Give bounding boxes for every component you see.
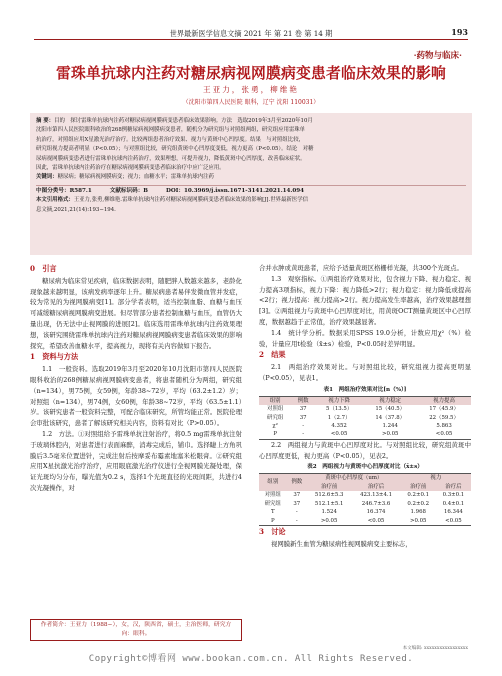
column-tag: ·药物与临床·	[413, 51, 462, 61]
table-header-cell: 组别	[259, 396, 291, 405]
table-cell: 5（13.5）	[326, 406, 353, 413]
table-row	[259, 430, 471, 439]
table-header-cell: 视力提高	[417, 396, 471, 405]
abstract-line: 目的 探讨雷珠单抗球内注药对糖尿病视网膜病变患者临床效果影响。方法 选取2019年3月至2020年10月	[54, 118, 313, 124]
table-cell: <0.05	[417, 430, 471, 439]
page-number: 193	[451, 27, 468, 37]
table-cell: χ²	[272, 422, 278, 429]
table-header-row	[259, 474, 471, 483]
authors: 王亚力，张勇，柳维艳	[203, 85, 299, 94]
table-cell: 研究组	[264, 500, 281, 507]
table-cell: 研究组	[267, 414, 284, 421]
table-cell: 16.374	[366, 509, 386, 516]
abstract-line: 研究组视力提高者明显（P<0.05）；与对照组比较，研究组黄斑中心凹厚度变低，视力更高（P<0.05）。结论 对糖	[36, 146, 314, 153]
table-cell: 37	[299, 406, 307, 413]
abstract-text	[36, 117, 466, 173]
table-cell: -	[302, 422, 305, 429]
table-header-row	[259, 396, 471, 405]
section-heading: 0 引言	[30, 264, 57, 273]
journal-title: 世界最新医学信息文摘 2021 年 第 21 卷 第 14 期	[169, 29, 333, 38]
table-cell: 1.244	[382, 422, 398, 429]
results-paragraph-1: 2.1 两组治疗效果对比。与对照组比较，研究组视力提高更明显（P<0.05），见表1。	[259, 363, 471, 382]
table2-caption: 表2 两组视力与黄斑中心凹厚度对比（x̄±s）	[307, 464, 423, 471]
table-row	[259, 422, 471, 430]
table-cell: 246.7±3.6	[361, 500, 391, 507]
abstract-box	[30, 113, 472, 255]
citation-line: 息文摘,2021,21(14):193−194.	[36, 206, 116, 213]
abstract-line: 抗治疗，对照组应用X星激光治疗治疗。比较两组患者治疗效果、视力与黄斑中心凹厚度。结果 与对照组比较，	[36, 136, 304, 143]
table-header-cell: 治疗前	[307, 483, 352, 492]
table-cell: 1.968	[410, 509, 426, 516]
table-cell: 0.2±0.1	[407, 492, 430, 499]
table-cell: 512.6±5.3	[314, 492, 344, 499]
doc-code: 文献标识码：B	[109, 187, 149, 194]
abstract-line: 因此，雷珠单抗球内注药治疗在糖尿病视网膜病变患者临床治疗中应广泛应用。	[36, 165, 225, 172]
table-row	[259, 517, 471, 526]
table1-caption: 表1 两组治疗效果对比[n（%）]	[323, 386, 407, 393]
table-cell: 22（59.5）	[429, 414, 459, 421]
table-header-cell: 治疗后	[436, 483, 471, 492]
table-header-cell: 例数	[291, 396, 315, 405]
abstract-label: 摘 要：	[36, 118, 55, 124]
doi: DOI：10.3969/j.issn.1671-3141.2021.14.094	[166, 187, 305, 194]
table-cell: 0.4±0.1	[442, 500, 465, 507]
keywords-text: 糖尿病；糖尿病视网膜病变；视力；血糖水平；雷珠单抗球内注药	[57, 174, 214, 181]
section-heading: 3 讨论	[259, 526, 286, 536]
citation	[36, 196, 466, 215]
table-cell: 1.524	[321, 509, 337, 516]
discussion-paragraph: 视网膜新生血管为糖尿病性视网膜病变主要标志，	[271, 539, 412, 548]
table1	[259, 396, 471, 440]
section-heading: 1 资料与方法	[30, 352, 79, 362]
table-cell: P	[259, 430, 291, 439]
table-cell: 17（45.9）	[429, 406, 459, 413]
citation-line: 王亚力,张勇,柳维艳.雷珠单抗球内注药对糖尿病视网膜病变患者临床效果的影响[J].世界最新医学信	[73, 197, 308, 204]
left-column	[30, 263, 242, 494]
table-cell: <0.05	[351, 517, 400, 526]
table-cell: 37	[299, 414, 307, 421]
table-header-cell: 黄斑中心凹厚度（um）	[307, 474, 401, 483]
classification-row	[36, 187, 466, 196]
table-cell: <0.05	[436, 517, 471, 526]
table-row	[259, 491, 471, 499]
table-cell: 16.344	[443, 509, 463, 516]
abstract-divider	[36, 185, 466, 186]
table-cell: 4.352	[331, 422, 347, 429]
table-row	[259, 414, 471, 422]
affiliation: （沈阳市第四人民医院 眼科，辽宁 沈阳 110031）	[182, 99, 320, 106]
abstract-line: 尿病视网膜病变患者进行雷珠单抗球内注药治疗，效果理想，可提升视力，降低黄斑中心凹厚度，改善临床症状。	[36, 155, 306, 162]
table-header-cell: 视力下降	[315, 396, 363, 405]
table-row	[259, 500, 471, 508]
table-row	[259, 508, 471, 516]
table-cell: 0.3±0.1	[442, 492, 465, 499]
table-cell: 37	[293, 492, 301, 499]
table-cell: P	[259, 517, 287, 526]
table-header-cell: 视力	[401, 474, 471, 483]
table-cell: 对照组	[267, 406, 284, 413]
table-cell: 0.2±0.2	[407, 500, 430, 507]
general-data-paragraph: 1.1 一般资料。选取2019年3月至2020年10月沈阳市第四人民医院眼科收治的268例糖尿病视网膜病变患者，将患者随机分为两组，研究组（n=134），男75例，女59例，年龄38~72岁，平均（63.2±1.2）岁；对照组（n=134），男74例，女60例，年龄38~72岁，平均（63.5±1.1）岁。该研究患者一般资料完整，可配合临床研究，所管均能正常。医院伦理会审批该研究，患者了解该研究相关内容，资料有对比（P>0.05）。	[30, 365, 242, 428]
table-cell: >0.05	[401, 517, 436, 526]
keywords-label: 关键词：	[36, 174, 58, 181]
copyright-watermark: Copyright©博看网 www.bookan.com.cn. All Rights Reserved.	[88, 654, 414, 664]
abstract-line: 沈阳市第四人民医院眼科收治的268例糖尿病视网膜病变患者，随机分为研究组与对照组两组，研究组应用雷珠单	[36, 127, 306, 134]
methods-continued: 合并水肿或黄斑患者，应给予适量黄斑区格栅样光凝，共300个光斑点。	[259, 264, 463, 272]
table-header-cell: 例数	[287, 474, 307, 492]
section-heading: 2 结果	[259, 350, 286, 360]
statistics-paragraph: 1.4 统计学分析。数据采用SPSS 19.0分析，计数应用χ²（%）检验，计量应用t检验（x̄±s）检验，P<0.05时差异明显。	[259, 328, 471, 348]
methods-paragraph: 1.2 方法。①对照组给予雷珠单抗注射治疗，将0.5 mg雷珠单抗注射于玻璃体腔内，对患者进行表面麻醉，消毒完成后，铺巾。选择睫上方角巩膜后3.5毫米位置进针，完成注射后按摩妥布霉素地塞米松眼膏。②研究组应用X星抗激光治疗治疗，应用眼底激光治疗仪进行全视网膜光凝处理，保证光斑均匀分布，曝光值为0.2 s，选择1个光斑直径的光斑间距，共进行4次光凝操作，对	[30, 429, 242, 492]
table-cell: -	[295, 509, 298, 516]
table-cell: 1（2.7）	[327, 414, 351, 421]
table-header-cell: 治疗后	[351, 483, 400, 492]
table-cell: 5.863	[436, 422, 452, 429]
table-cell: -	[291, 430, 315, 439]
table2	[259, 473, 471, 526]
table-cell: >0.05	[307, 517, 352, 526]
table-cell: 423.13±4.1	[360, 492, 393, 499]
table-cell: T	[271, 509, 275, 516]
table-cell: >0.05	[363, 430, 417, 439]
running-head	[34, 28, 468, 40]
results-paragraph-2: 2.2 两组视力与黄斑中心凹厚度对比。与对照组比较，研究组黄斑中心凹厚度更低，视力更高（P<0.05），见表2。	[259, 440, 471, 460]
intro-paragraph: 糖尿病为临床常见疾病，临床数据表明，随肥胖人数越来越多，老龄化现象越来越明显，该病发病率逐年上升。糖尿病患者易伴发微血管并发症，较为常见的为视网膜病变[1]。部分学者表明，适当控制血脂、血糖与血压可减缓糖尿病视网膜病变进展。但尽管部分患者控制血糖与血压，血管仍大量出现，仍无法中止视网膜的进展[2]。临床选用雷珠单抗球内注药效果理想，该研究围绕雷珠单抗球内注药对糖尿病视网膜病变患者临床效果的影响探究，希望改善血糖水平，提高视力，现将有关内容做如下报告。	[30, 276, 242, 350]
table-cell: 37	[293, 500, 301, 507]
table-cell: 对照组	[264, 492, 281, 499]
table-cell: -	[287, 517, 307, 526]
table-row	[259, 405, 471, 413]
table-cell: 14（37.8）	[375, 414, 406, 421]
table-cell: 15（40.5）	[375, 406, 406, 413]
citation-label: 本文引用格式：	[36, 197, 74, 204]
author-note: 作者简介：王亚力（1988−），女，汉，陕西省，硕士，主治医师，研究方向：眼科。	[30, 619, 242, 641]
indicators-paragraph: 1.3 观察指标。①两组治疗效果对比，包含视力下降、视力稳定、视力提高3项指标，视力下降：视力降低>2行；视力稳定：视力降低或提高<2行；视力提高：视力提高>2行。视力提高发生率越高，治疗效果越理想[3]。②两组视力与黄斑中心凹厚度对比，用黄斑OCT测量黄斑区中心凹厚度，数据越趋于正常值，治疗效果越显著。	[259, 274, 471, 326]
clc-code: 中图分类号：R587.1	[36, 187, 92, 194]
table-header-cell: 组别	[259, 474, 287, 492]
table-cell: 512.1±5.1	[314, 500, 344, 507]
keywords	[36, 173, 466, 182]
table-header-cell: 视力稳定	[363, 396, 417, 405]
right-column	[259, 263, 471, 550]
table-header-cell: 治疗前	[401, 483, 436, 492]
article-title: 雷珠单抗球内注药对糖尿病视网膜病变患者临床效果的影响	[56, 65, 446, 82]
table-cell: <0.05	[315, 430, 363, 439]
editor-signature: 本文编辑: xxxxxxxxxxxxxxxxx	[402, 646, 468, 651]
